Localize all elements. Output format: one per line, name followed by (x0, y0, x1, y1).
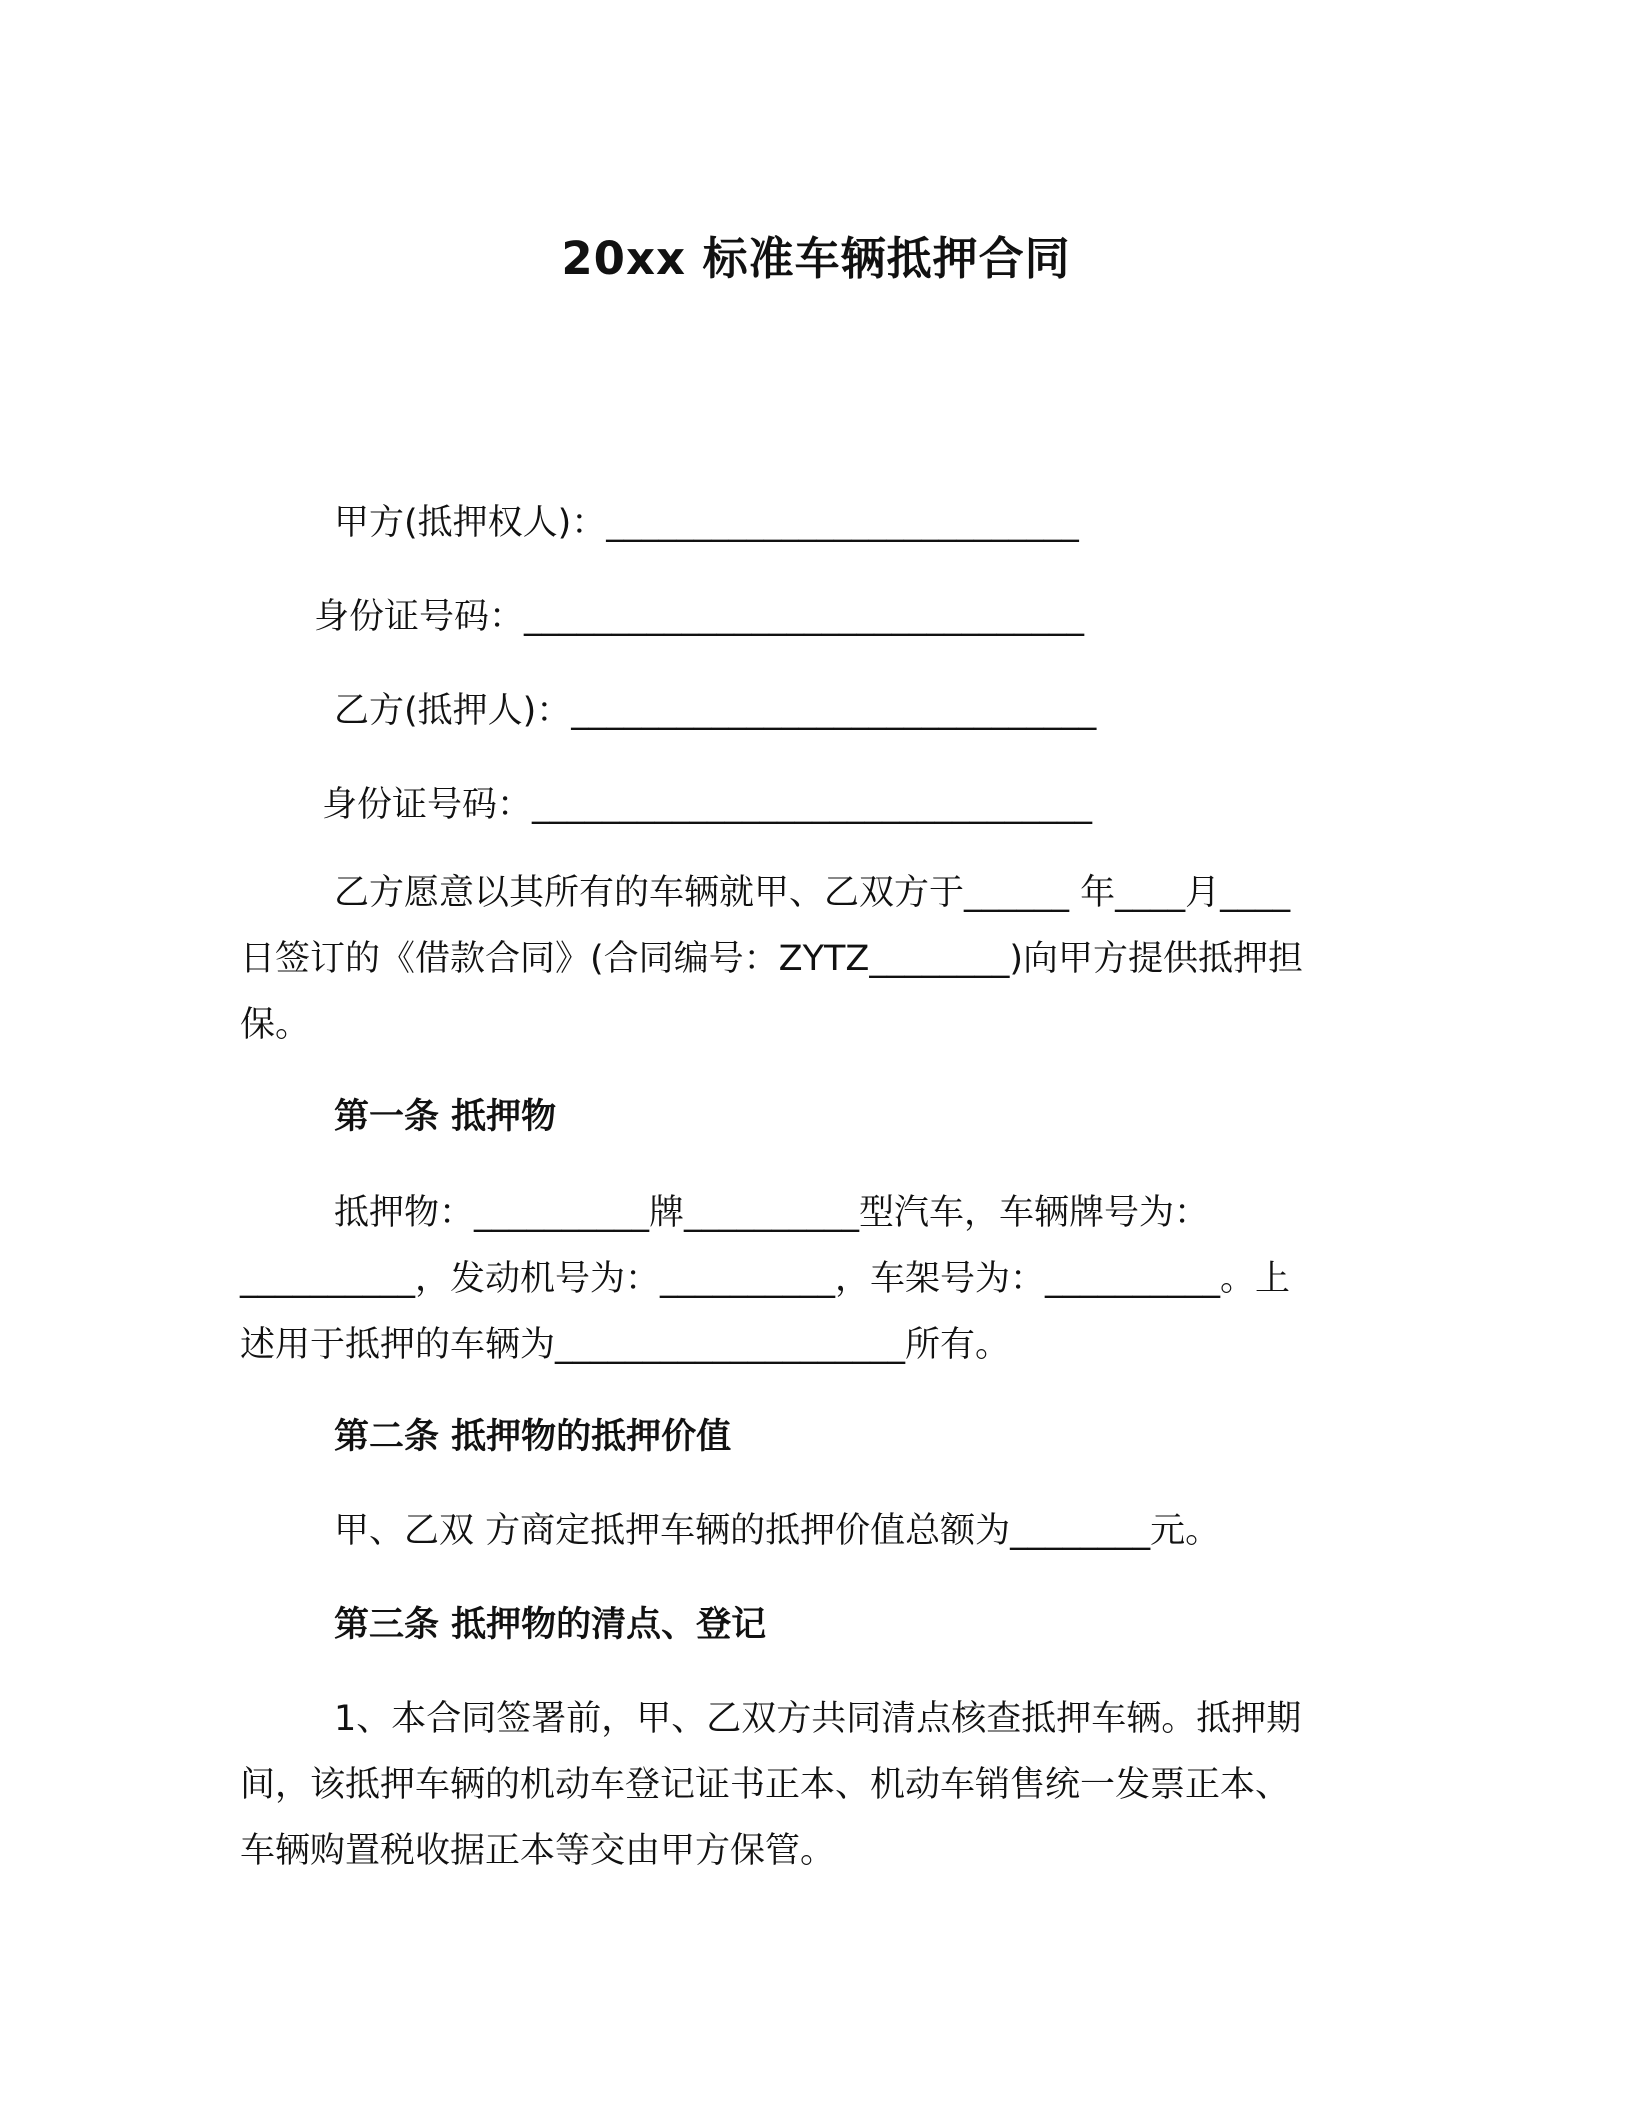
party-b-id-line: 身份证号码：________________________________ (322, 785, 1093, 825)
article-3-line-2: 间，该抵押车辆的机动车登记证书正本、机动车销售统一发票正本、 (240, 1765, 1291, 1805)
party-a-line: 甲方(抵押权人)：___________________________ (334, 503, 1079, 543)
article-3-heading: 第三条 抵押物的清点、登记 (334, 1605, 767, 1645)
article-1-line-1: 抵押物：__________牌__________型汽车，车辆牌号为： (334, 1193, 1210, 1233)
article-3-line-1: 1、本合同签署前，甲、乙双方共同清点核查抵押车辆。抵押期 (334, 1699, 1302, 1739)
article-2-line-1: 甲、乙双 方商定抵押车辆的抵押价值总额为________元。 (334, 1511, 1221, 1551)
party-a-id-line: 身份证号码：________________________________ (314, 597, 1085, 637)
article-1-line-2: __________，发动机号为：__________，车架号为：__________。上 (240, 1259, 1291, 1299)
intro-line-3: 保。 (240, 1005, 311, 1045)
intro-line-2: 日签订的《借款合同》(合同编号：ZYTZ________)向甲方提供抵押担 (240, 939, 1304, 979)
article-2-heading: 第二条 抵押物的抵押价值 (334, 1417, 732, 1457)
party-b-line: 乙方(抵押人)：______________________________ (334, 691, 1097, 731)
document-title: 20xx 标准车辆抵押合同 (561, 232, 1071, 285)
article-1-line-3: 述用于抵押的车辆为____________________所有。 (240, 1325, 1011, 1365)
article-1-heading: 第一条 抵押物 (334, 1097, 557, 1137)
article-3-line-3: 车辆购置税收据正本等交由甲方保管。 (240, 1831, 836, 1871)
intro-line-1: 乙方愿意以其所有的车辆就甲、乙双方于______ 年____月____ (334, 873, 1291, 913)
